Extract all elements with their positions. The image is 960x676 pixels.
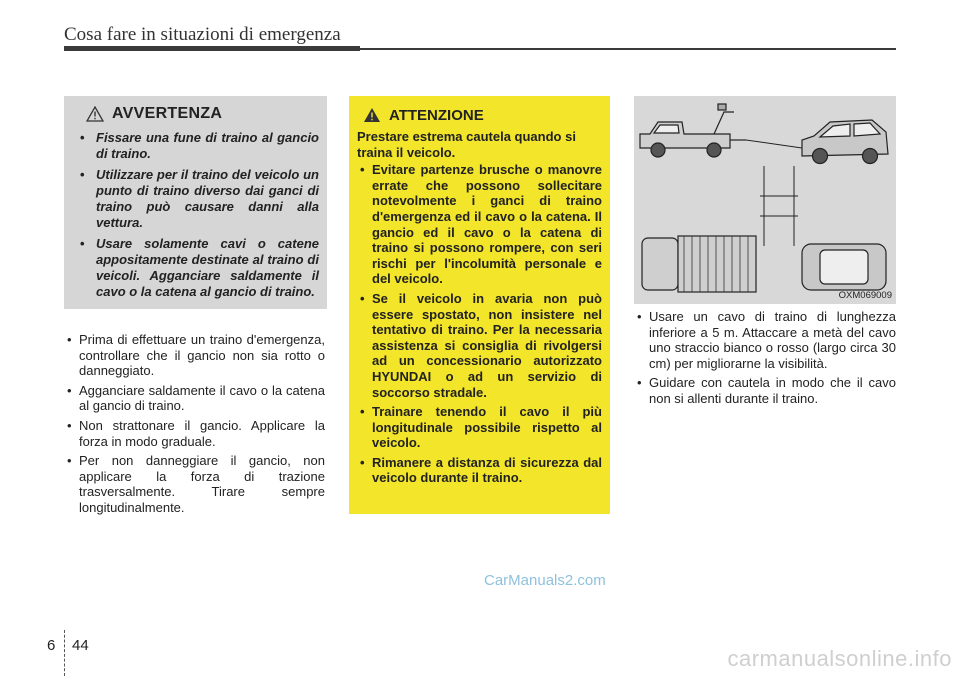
attention-box <box>349 96 610 514</box>
figure-code: OXM069009 <box>838 290 892 301</box>
warning-header <box>72 102 319 126</box>
towing-illustration <box>634 96 896 304</box>
attention-header <box>357 104 602 126</box>
attention-intro: Prestare estrema cautela quando si traina il veicolo. <box>357 129 576 160</box>
warning-triangle-filled-icon <box>363 107 381 123</box>
towed-suv-top <box>802 244 886 290</box>
attention-list <box>357 162 602 486</box>
warning-box <box>64 96 327 309</box>
attention-item: • Evitare partenze brusche o manovre errate che possono sollecitare notevolmente i ganci di traino d'emergenza ed il cavo o la catena. Il gancio ed il cavo o la catena di traino si possono rompere, con seri rischi per l'incolumità personale e del veicolo. <box>357 162 602 287</box>
warning-item: • Utilizzare per il traino del veicolo un punto di traino diverso dai ganci di traino può causare danni alla vettura. <box>72 167 319 231</box>
right-body-list <box>634 309 896 411</box>
body-item: • Non strattonare il gancio. Applicare la forza in modo graduale. <box>64 418 325 449</box>
body-item: • Prima di effettuare un traino d'emergenza, controllare che il gancio non sia rotto o danneggiato. <box>64 332 325 379</box>
towed-suv-side <box>802 120 888 164</box>
header-rule-thin <box>360 48 896 50</box>
body-item: • Usare un cavo di traino di lunghezza inferiore a 5 m. Attaccare a metà del cavo uno straccio bianco o rosso (largo circa 30 cm) per migliorarne la visibilità. <box>634 309 896 371</box>
warning-item: • Fissare una fune di traino al gancio di traino. <box>72 130 319 162</box>
attention-item: • Trainare tenendo il cavo il più longitudinale possibile rispetto al veicolo. <box>357 404 602 451</box>
body-item: • Per non danneggiare il gancio, non applicare la forza di trazione trasversalmente. Tirare sempre longitudinalmente. <box>64 453 325 515</box>
tow-truck-side <box>640 104 746 157</box>
warning-list <box>72 130 319 300</box>
distance-marker <box>760 166 798 246</box>
tow-truck-top <box>642 236 756 292</box>
tow-diagram <box>634 96 896 304</box>
attention-item: • Se il veicolo in avaria non può essere spostato, non insistere nel tentativo di traino. Per la necessaria assistenza si consiglia di rivolgersi ad un concessionario autorizzato HYUNDAI o ad un servizio di soccorso stradale. <box>357 291 602 400</box>
attention-item: • Rimanere a distanza di sicurezza dal veicolo durante il traino. <box>357 455 602 486</box>
tow-cable <box>746 140 802 148</box>
footer-divider <box>64 630 65 676</box>
site-watermark: carmanualsonline.info <box>727 646 952 671</box>
attention-title: ATTENZIONE <box>389 106 484 124</box>
watermark: CarManuals2.com <box>484 572 606 589</box>
warning-title: AVVERTENZA <box>112 105 223 122</box>
body-item: • Agganciare saldamente il cavo o la catena al gancio di traino. <box>64 383 325 414</box>
left-body-list <box>64 332 325 520</box>
section-number: 6 <box>47 637 56 654</box>
body-item: • Guidare con cautela in modo che il cavo non si allenti durante il traino. <box>634 375 896 406</box>
warning-triangle-icon <box>86 106 104 122</box>
header-rule <box>64 46 360 51</box>
page-title: Cosa fare in situazioni di emergenza <box>64 24 341 45</box>
page-number: 44 <box>72 637 89 654</box>
warning-item: • Usare solamente cavi o catene appositamente destinate al traino di veicoli. Agganciare saldamente il cavo o la catena al gancio di traino. <box>72 236 319 300</box>
